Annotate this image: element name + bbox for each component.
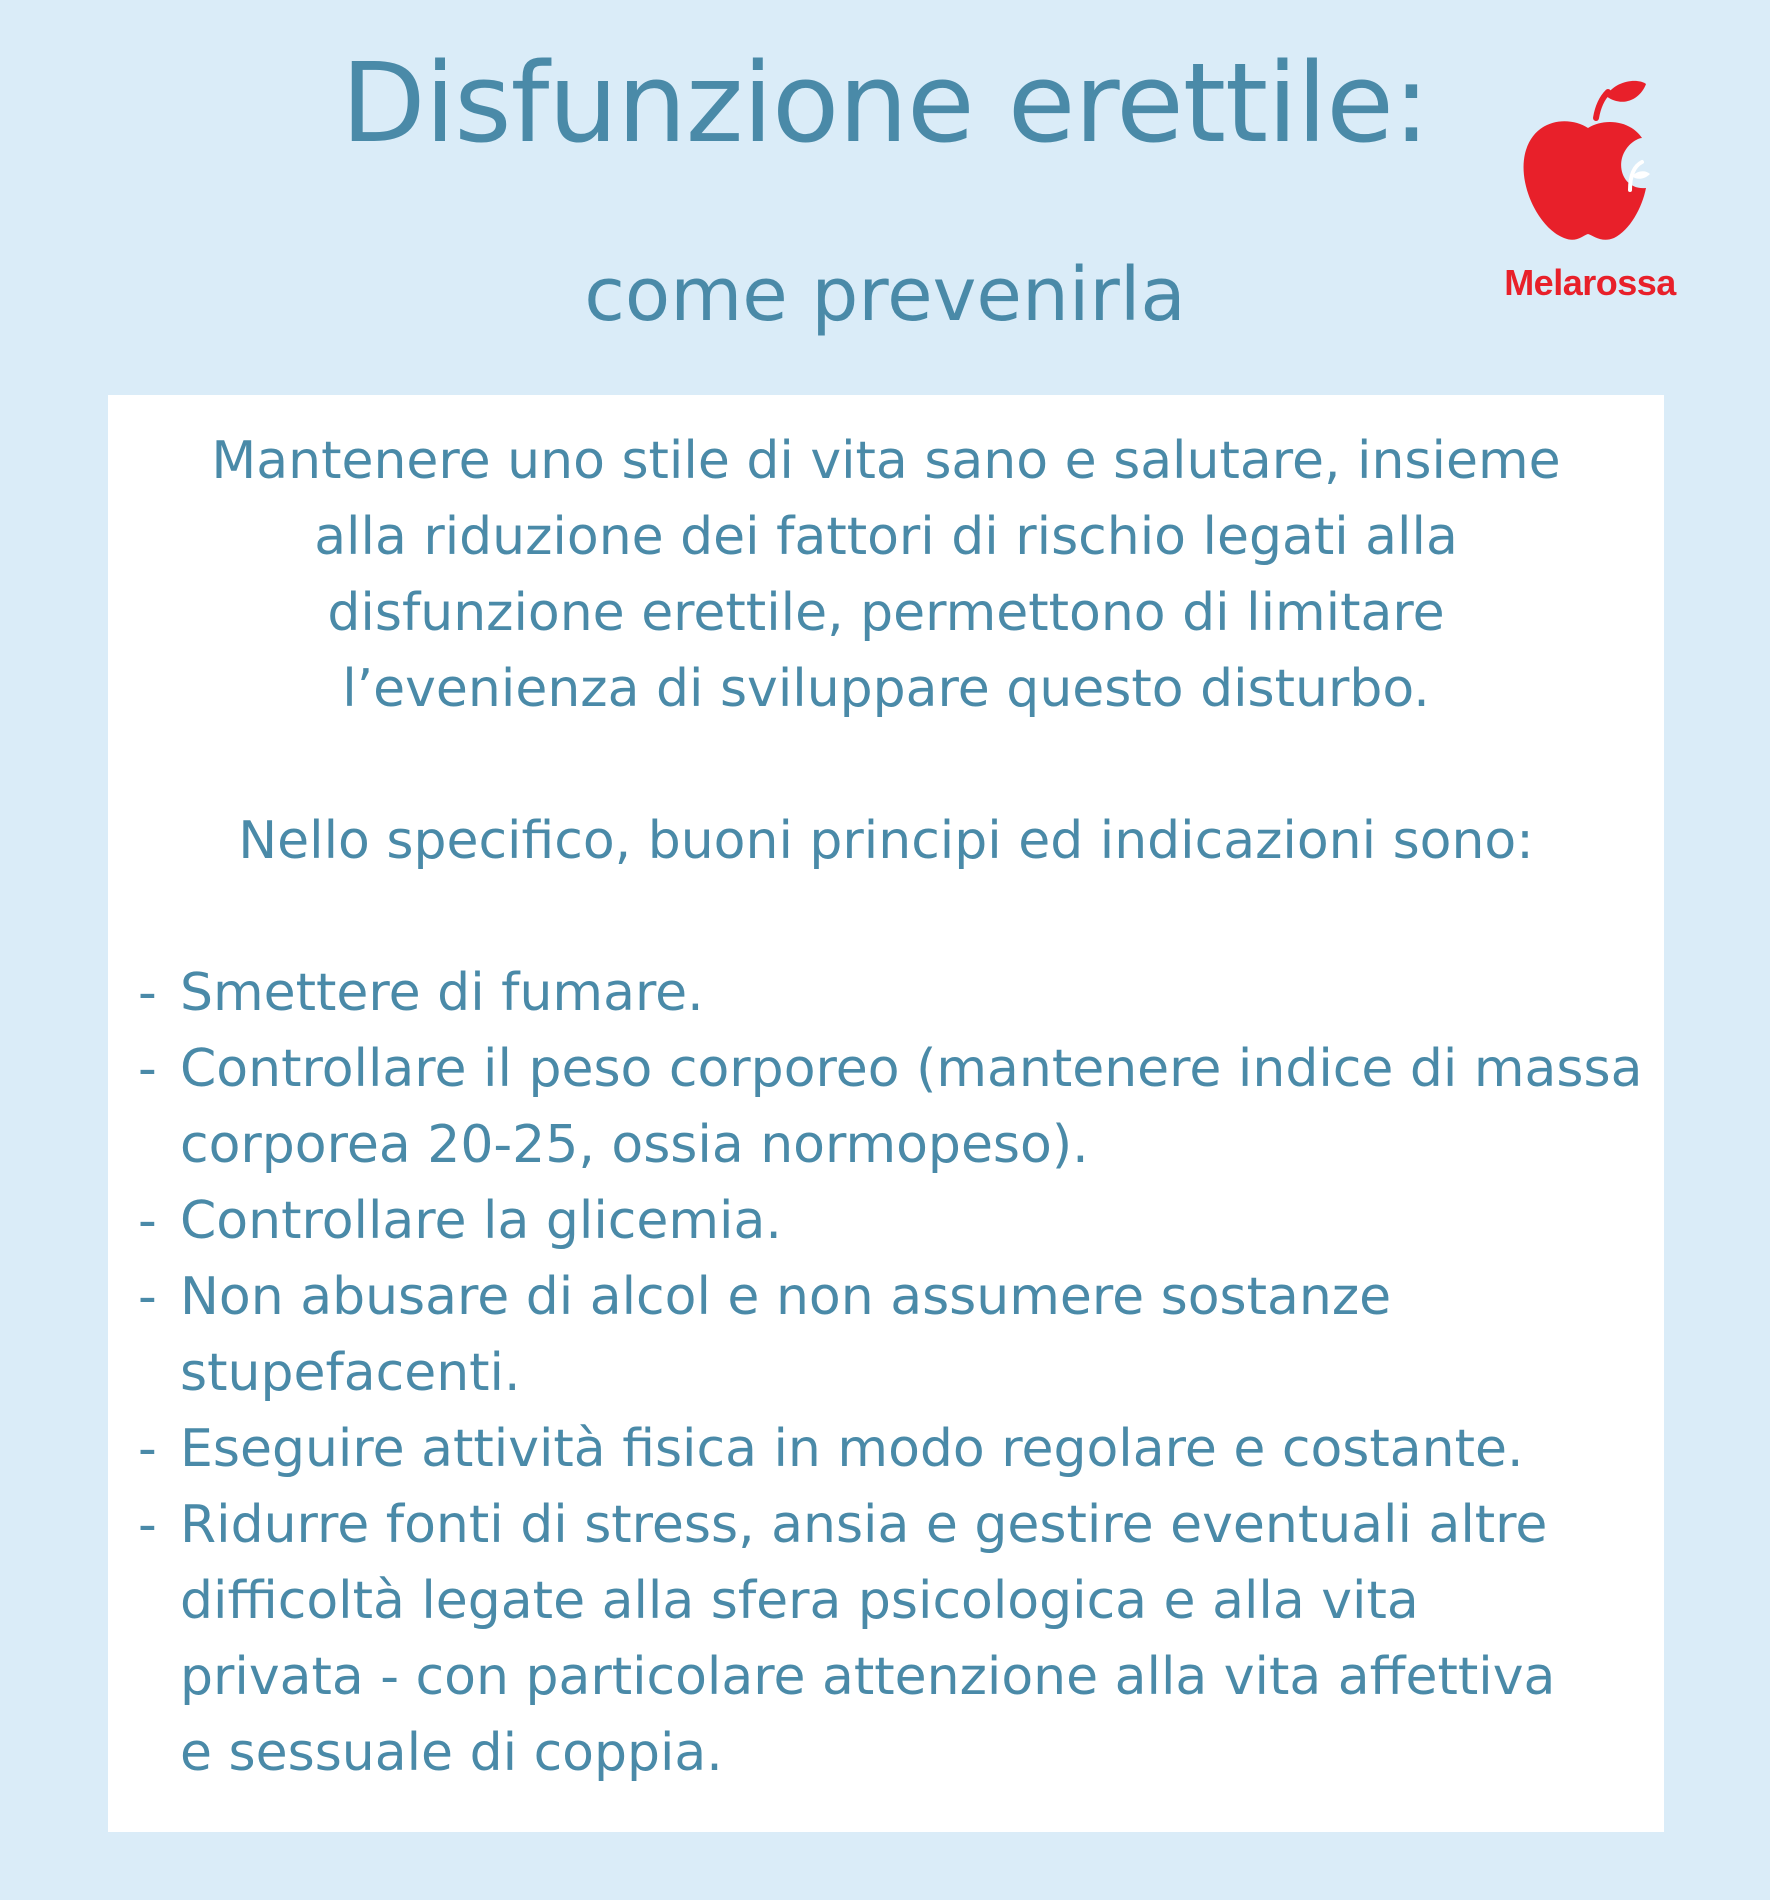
list-item-text: Smettere di fumare. bbox=[180, 963, 704, 1023]
list-item bbox=[138, 1031, 1643, 1183]
list-item-text: Eseguire attività fisica in modo regolare e costante. bbox=[180, 1419, 1524, 1479]
dash-bullet: - bbox=[138, 1267, 157, 1327]
list-item bbox=[138, 955, 1638, 1031]
list-item bbox=[138, 1487, 1638, 1791]
melarossa-logo bbox=[1470, 78, 1710, 318]
page-subtitle: come prevenirla bbox=[584, 252, 1186, 338]
dash-bullet: - bbox=[138, 1191, 157, 1251]
list-item bbox=[138, 1259, 1638, 1411]
intro-paragraph bbox=[108, 423, 1664, 727]
intro-line: l’evenienza di sviluppare questo disturbo. bbox=[342, 659, 1430, 719]
list-item-text: corporea 20-25, ossia normopeso). bbox=[180, 1115, 1089, 1175]
dash-bullet: - bbox=[138, 963, 157, 1023]
list-item-text: Controllare il peso corporeo (mantenere indice di massa bbox=[180, 1039, 1643, 1099]
intro-line: Mantenere uno stile di vita sano e salutare, insieme bbox=[211, 431, 1561, 491]
list-item-text: privata - con particolare attenzione alla vita affettiva bbox=[180, 1647, 1556, 1707]
list-item bbox=[138, 1183, 1638, 1259]
list-item bbox=[138, 1411, 1638, 1487]
apple-icon bbox=[1518, 78, 1658, 248]
list-item-text: e sessuale di coppia. bbox=[180, 1723, 723, 1783]
list-item-text: difficoltà legate alla sfera psicologica e alla vita bbox=[180, 1571, 1419, 1631]
list-item-text: Non abusare di alcol e non assumere sostanze bbox=[180, 1267, 1392, 1327]
list-item-text: Controllare la glicemia. bbox=[180, 1191, 782, 1251]
prevention-list bbox=[138, 955, 1643, 1791]
page-title: Disfunzione erettile: bbox=[341, 39, 1429, 167]
list-item-text: Ridurre fonti di stress, ansia e gestire eventuali altre bbox=[180, 1495, 1548, 1555]
intro-line: alla riduzione dei fattori di rischio legati alla bbox=[314, 507, 1458, 567]
dash-bullet: - bbox=[138, 1495, 157, 1555]
brand-name: Melarossa bbox=[1504, 262, 1676, 303]
dash-bullet: - bbox=[138, 1419, 157, 1479]
list-item-text: stupefacenti. bbox=[180, 1343, 521, 1403]
dash-bullet: - bbox=[138, 1039, 157, 1099]
lead-sentence: Nello specifico, buoni principi ed indicazioni sono: bbox=[238, 811, 1534, 871]
content-panel bbox=[108, 395, 1664, 1832]
intro-line: disfunzione erettile, permettono di limitare bbox=[327, 583, 1445, 643]
